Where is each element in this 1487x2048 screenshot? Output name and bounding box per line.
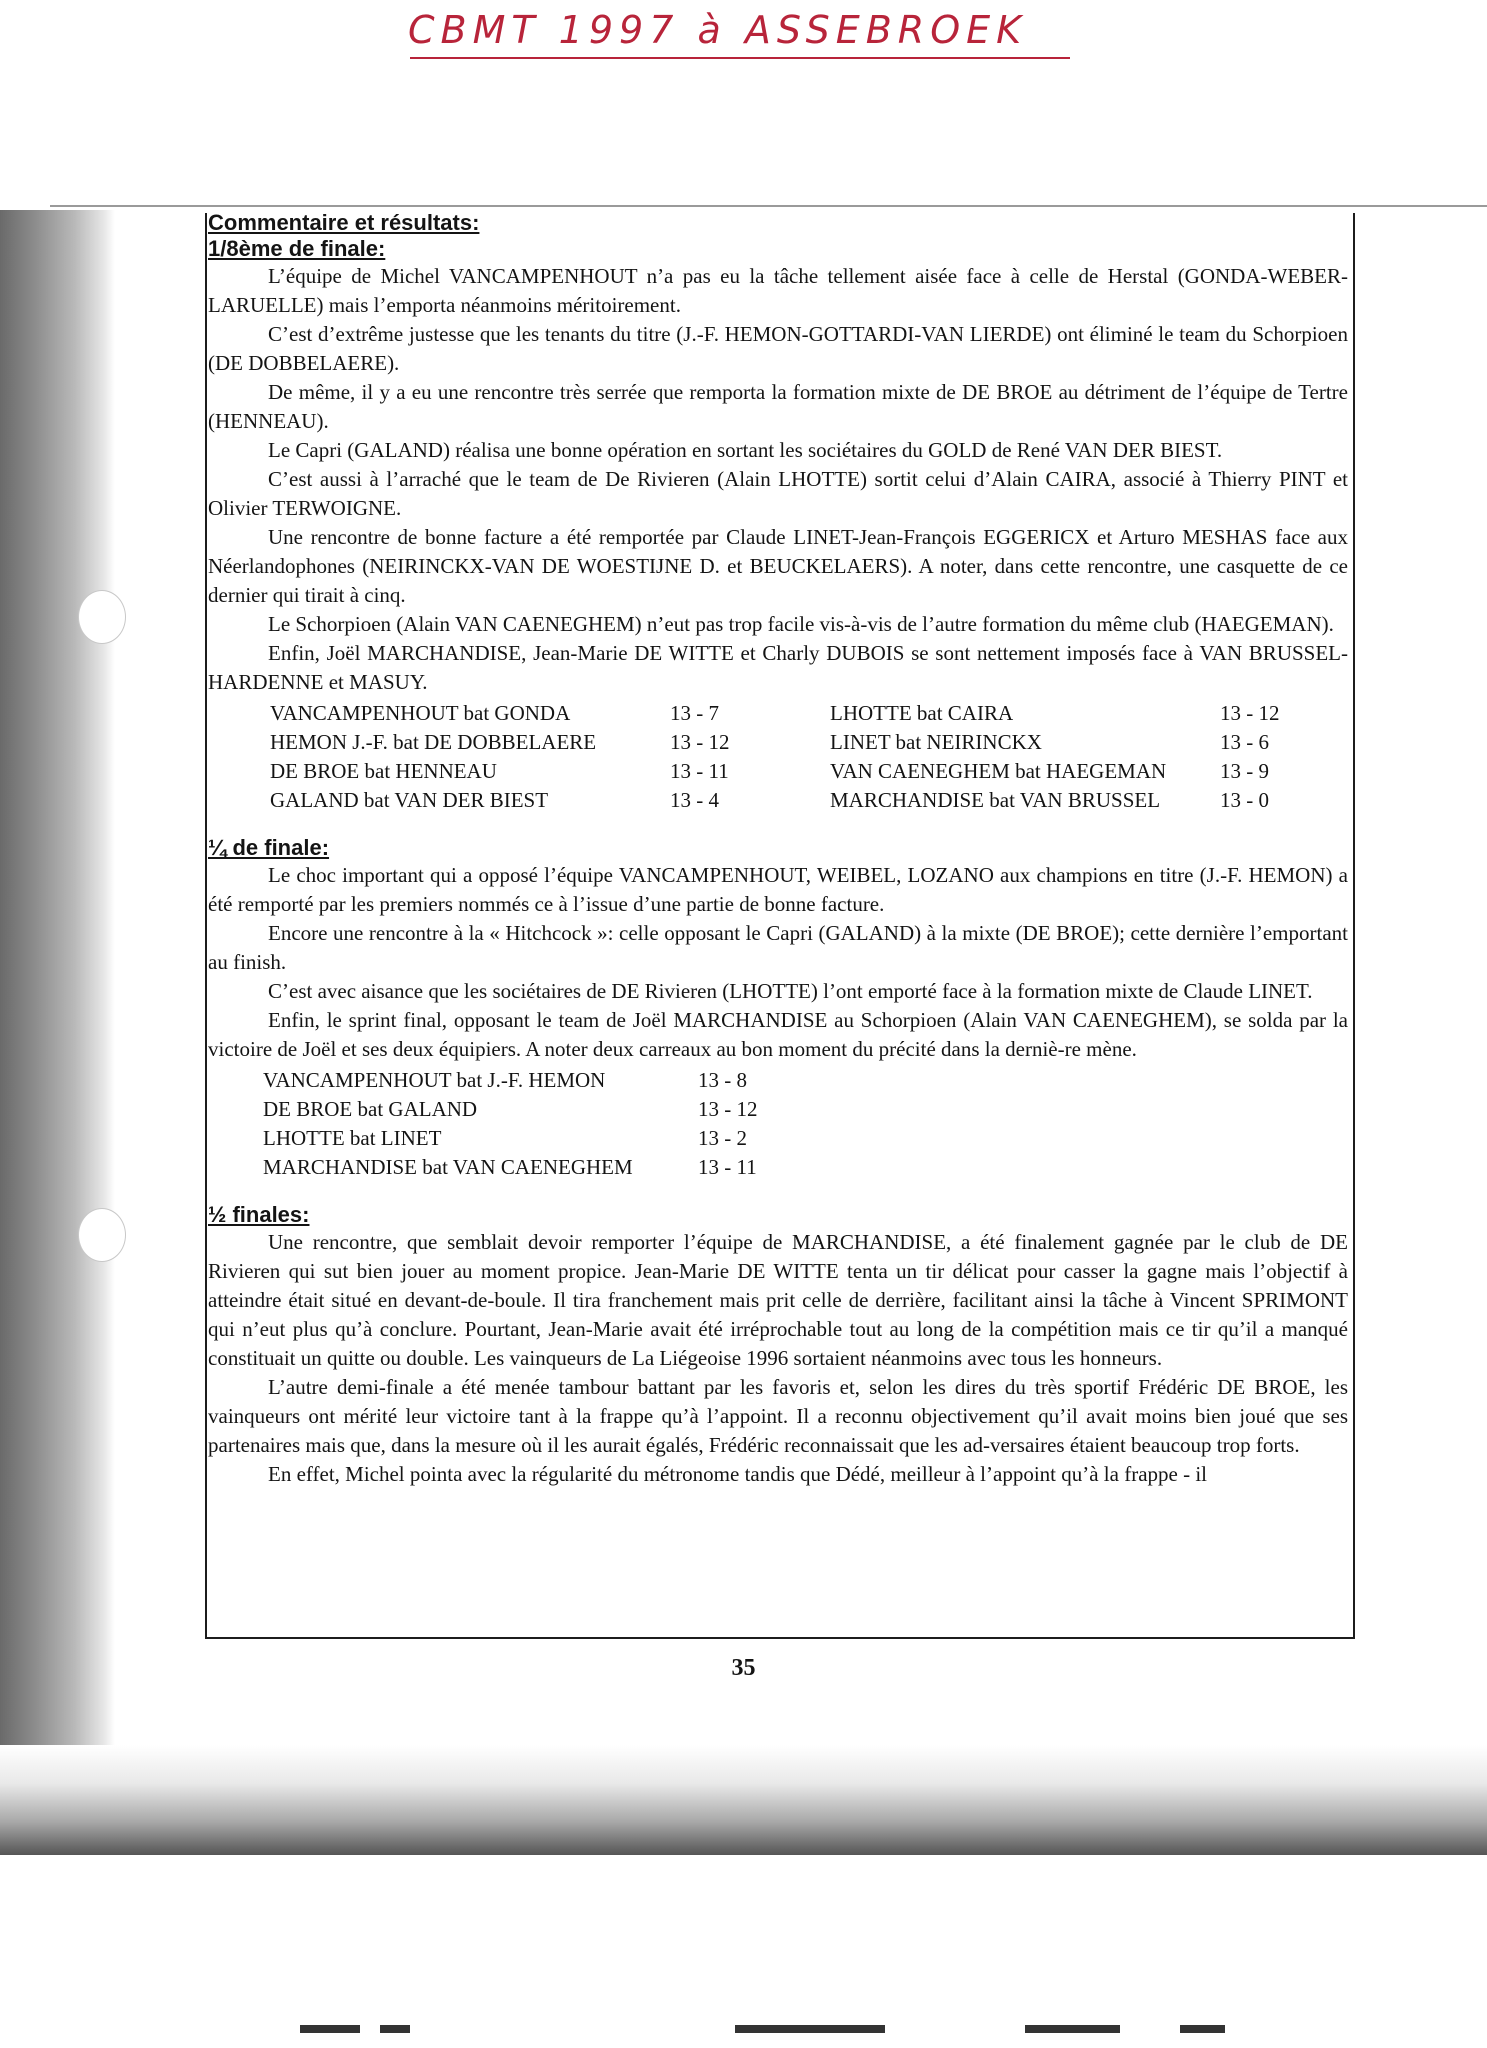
result-match: DE BROE bat GALAND xyxy=(263,1097,478,1121)
result-score: 13 - 11 xyxy=(698,1155,757,1179)
handwritten-underline xyxy=(410,57,1070,59)
results-table-quarter-finals xyxy=(208,1066,1348,1182)
scan-mark xyxy=(380,2025,410,2033)
handwritten-annotation: CBMT 1997 à ASSEBROEK xyxy=(408,8,1028,52)
result-match: GALAND bat VAN DER BIEST xyxy=(270,788,549,812)
paragraph: Une rencontre de bonne facture a été remportée par Claude LINET-Jean-François EGGERICX et Arturo MESHAS face aux Néerlandophones (NEIRINCKX-VAN DE WOESTIJNE D. et BEUCKELAERS). A noter, dans cette rencontre, une casquette de ce dernier qui tirait à cinq. xyxy=(208,525,1348,607)
result-score: 13 - 9 xyxy=(1220,759,1269,783)
punch-hole-top xyxy=(78,590,126,644)
paragraph: Encore une rencontre à la « Hitchcock »: celle opposant le Capri (GALAND) à la mixte (DE BROE); cette dernière l’emportant au finish. xyxy=(208,921,1348,974)
paragraph: Le Schorpioen (Alain VAN CAENEGHEM) n’eut pas trop facile vis-à-vis de l’autre formation du même club (HAEGEMAN). xyxy=(268,612,1334,636)
result-score: 13 - 12 xyxy=(670,730,730,754)
section-title-quarter-finals: ¼ de finale: xyxy=(208,835,330,860)
paragraph: En effet, Michel pointa avec la régularité du métronome tandis que Dédé, meilleur à l’appoint qu’à la frappe - il xyxy=(268,1462,1208,1486)
result-match: VAN CAENEGHEM bat HAEGEMAN xyxy=(830,759,1167,783)
results-table-eighth-finals xyxy=(208,699,1348,815)
result-score: 13 - 12 xyxy=(1220,701,1280,725)
paragraph: Une rencontre, que semblait devoir remporter l’équipe de MARCHANDISE, a été finalement gagnée par le club de DE Rivieren qui sut bien jouer au moment propice. Jean-Marie DE WITTE tenta un tir délicat pour casser la gagne mais l’objectif à atteindre était situé en devant-de-boule. Il tira franchement mais prit celle de derrière, facilitant ainsi la tâche à Vincent SPRIMONT qui n’eut plus qu’à conclure. Pourtant, Jean-Marie avait été irréprochable tout au long de la compétition mais ce tir qu’il a manqué constituait un quitte ou double. Les vainqueurs de La Liégeoise 1996 sortaient néanmoins avec tous les honneurs. xyxy=(208,1230,1348,1370)
paragraph: C’est avec aisance que les sociétaires de DE Rivieren (LHOTTE) l’ont emporté face à la formation mixte de Claude LINET. xyxy=(268,979,1313,1003)
result-score: 13 - 4 xyxy=(670,788,719,812)
page-content xyxy=(208,210,1348,1489)
result-match: LHOTTE bat CAIRA xyxy=(830,701,1014,725)
result-match: VANCAMPENHOUT bat GONDA xyxy=(270,701,571,725)
page-heading: Commentaire et résultats: xyxy=(208,210,480,235)
result-score: 13 - 7 xyxy=(670,701,719,725)
scan-mark xyxy=(735,2025,885,2033)
paragraph: Le choc important qui a opposé l’équipe VANCAMPENHOUT, WEIBEL, LOZANO aux champions en titre (J.-F. HEMON) a été remporté par les premiers nommés ce à l’issue d’une partie de bonne facture. xyxy=(208,863,1348,916)
section-title-semi-finals: ½ finales: xyxy=(208,1202,310,1227)
result-match: MARCHANDISE bat VAN CAENEGHEM xyxy=(263,1155,633,1179)
result-score: 13 - 8 xyxy=(698,1068,747,1092)
result-score: 13 - 11 xyxy=(670,759,729,783)
scan-mark xyxy=(1180,2025,1225,2033)
paragraph: C’est d’extrême justesse que les tenants du titre (J.-F. HEMON-GOTTARDI-VAN LIERDE) ont éliminé le team du Schorpioen (DE DOBBELAERE). xyxy=(208,322,1348,375)
section-title-eighth-finals: 1/8ème de finale: xyxy=(208,236,386,261)
result-match: HEMON J.-F. bat DE DOBBELAERE xyxy=(270,730,597,754)
result-match: LHOTTE bat LINET xyxy=(263,1126,442,1150)
paragraph: Le Capri (GALAND) réalisa une bonne opération en sortant les sociétaires du GOLD de René VAN DER BIEST. xyxy=(268,438,1223,462)
result-match: MARCHANDISE bat VAN BRUSSEL xyxy=(830,788,1161,812)
result-match: VANCAMPENHOUT bat J.-F. HEMON xyxy=(263,1068,606,1092)
page-number: 35 xyxy=(731,1655,756,1681)
punch-hole-bottom xyxy=(78,1208,126,1262)
scan-shadow-bottom xyxy=(0,1745,1487,1855)
scan-mark xyxy=(1025,2025,1120,2033)
scan-shadow-left xyxy=(0,210,115,1850)
result-score: 13 - 2 xyxy=(698,1126,747,1150)
result-score: 13 - 0 xyxy=(1220,788,1269,812)
paragraph: C’est aussi à l’arraché que le team de De Rivieren (Alain LHOTTE) sortit celui d’Alain CAIRA, associé à Thierry PINT et Olivier TERWOIGNE. xyxy=(208,467,1348,520)
result-score: 13 - 12 xyxy=(698,1097,758,1121)
result-score: 13 - 6 xyxy=(1220,730,1269,754)
paragraph: Enfin, Joël MARCHANDISE, Jean-Marie DE WITTE et Charly DUBOIS se sont nettement imposés face à VAN BRUSSEL-HARDENNE et MASUY. xyxy=(208,641,1348,694)
result-match: DE BROE bat HENNEAU xyxy=(270,759,497,783)
paragraph: L’autre demi-finale a été menée tambour battant par les favoris et, selon les dires du très sportif Frédéric DE BROE, les vainqueurs ont mérité leur victoire tant à la frappe qu’à l’appoint. Il a reconnu objectivement qu’il avait moins bien joué que ses partenaires mais que, dans la mesure où il les aurait égalés, Frédéric reconnaissait que les ad-versaires étaient beaucoup trop forts. xyxy=(208,1375,1348,1457)
result-match: LINET bat NEIRINCKX xyxy=(830,730,1042,754)
paragraph: De même, il y a eu une rencontre très serrée que remporta la formation mixte de DE BROE au détriment de l’équipe de Tertre (HENNEAU). xyxy=(208,380,1348,433)
scan-mark xyxy=(300,2025,360,2033)
scan-top-edge xyxy=(50,205,1487,207)
paragraph: L’équipe de Michel VANCAMPENHOUT n’a pas eu la tâche tellement aisée face à celle de Herstal (GONDA-WEBER-LARUELLE) mais l’emporta néanmoins méritoirement. xyxy=(208,264,1348,317)
paragraph: Enfin, le sprint final, opposant le team de Joël MARCHANDISE au Schorpioen (Alain VAN CAENEGHEM), se solda par la victoire de Joël et ses deux équipiers. A noter deux carreaux au bon moment du précité dans la derniè-re mène. xyxy=(208,1008,1348,1061)
